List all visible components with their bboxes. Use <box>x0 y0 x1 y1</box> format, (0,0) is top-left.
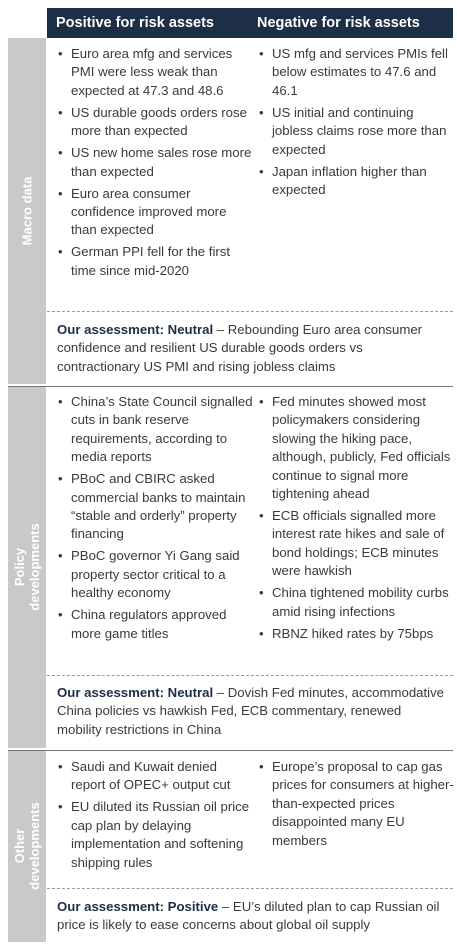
list-item: • Euro area mfg and services PMI were less weak than expected at 47.3 and 48.6 <box>58 46 233 98</box>
divider <box>47 675 453 676</box>
list-item: • China tightened mobility curbs amid rising infections <box>259 585 449 619</box>
divider <box>47 311 453 312</box>
divider <box>47 888 453 889</box>
section-label-other <box>8 750 46 944</box>
assessment-other: Our assessment: Positive – EU’s diluted plan to cap Russian oil price is likely to ease concerns about global oil supply <box>57 899 440 933</box>
policy-negative-list <box>256 393 454 647</box>
section-divider <box>8 750 453 751</box>
list-item: • US initial and continuing jobless claims rose more than expected <box>259 104 447 157</box>
assessment-policy: Our assessment: Neutral – Dovish Fed minutes, accommodative China policies vs hawkish Fed, ECB commentary, renewed mobility restrictions in China <box>57 685 445 737</box>
list-item: • German PPI fell for the first time since mid-2020 <box>58 244 231 278</box>
list-item: • China regulators approved more game titles <box>58 607 227 641</box>
section-label-text: Policy developments <box>12 523 42 611</box>
list-item: • PBoC governor Yi Gang said property sector critical to a healthy economy <box>58 548 240 601</box>
section-label-policy <box>8 386 46 750</box>
section-divider <box>8 386 453 387</box>
list-item: • Fed minutes showed most policymakers considering slowing the hiking pace, although, publicly, Fed officials continue to signal more tightening ahead <box>259 394 451 502</box>
macro-positive-list <box>55 45 253 284</box>
list-item: • Saudi and Kuwait denied report of OPEC+ output cut <box>58 759 231 793</box>
list-item: • RBNZ hiked rates by 75bps <box>259 625 434 641</box>
macro-negative-list <box>256 45 454 203</box>
list-item: • China’s State Council signalled cuts in bank reserve requirements, according to media reports <box>58 394 253 465</box>
list-item: • Europe’s proposal to cap gas prices for consumers at higher-than-expected prices disappointed many EU members <box>259 759 454 848</box>
list-item: • Euro area consumer confidence improved more than expected <box>58 185 227 238</box>
list-item: • US durable goods orders rose more than expected <box>58 104 247 139</box>
policy-positive-list <box>55 393 253 647</box>
list-item: • PBoC and CBIRC asked commercial banks to maintain “stable and orderly” property financing <box>58 471 246 542</box>
list-item: • Japan inflation higher than expected <box>259 163 427 198</box>
list-item: • EU diluted its Russian oil price cap plan by delaying implementation and softening shipping rules <box>58 799 250 870</box>
header-negative: Negative for risk assets <box>257 15 420 31</box>
list-item: • US new home sales rose more than expected <box>58 145 252 179</box>
list-item: • ECB officials signalled more interest rate hikes and sale of bond holdings; ECB minutes were hawkish <box>259 508 445 579</box>
other-positive-list <box>55 758 253 876</box>
section-label-text: Macro data <box>19 176 35 246</box>
section-label-macro <box>8 38 46 386</box>
other-negative-list <box>256 758 454 854</box>
assessment-macro: Our assessment: Neutral – Rebounding Euro area consumer confidence and resilient US durable goods orders vs contractionary US PMI and rising jobless claims <box>57 322 423 374</box>
section-label-text: Other developments <box>12 802 42 890</box>
list-item: • US mfg and services PMIs fell below estimates to 47.6 and 46.1 <box>259 46 448 98</box>
header-positive: Positive for risk assets <box>56 15 214 31</box>
table-header <box>47 8 453 38</box>
